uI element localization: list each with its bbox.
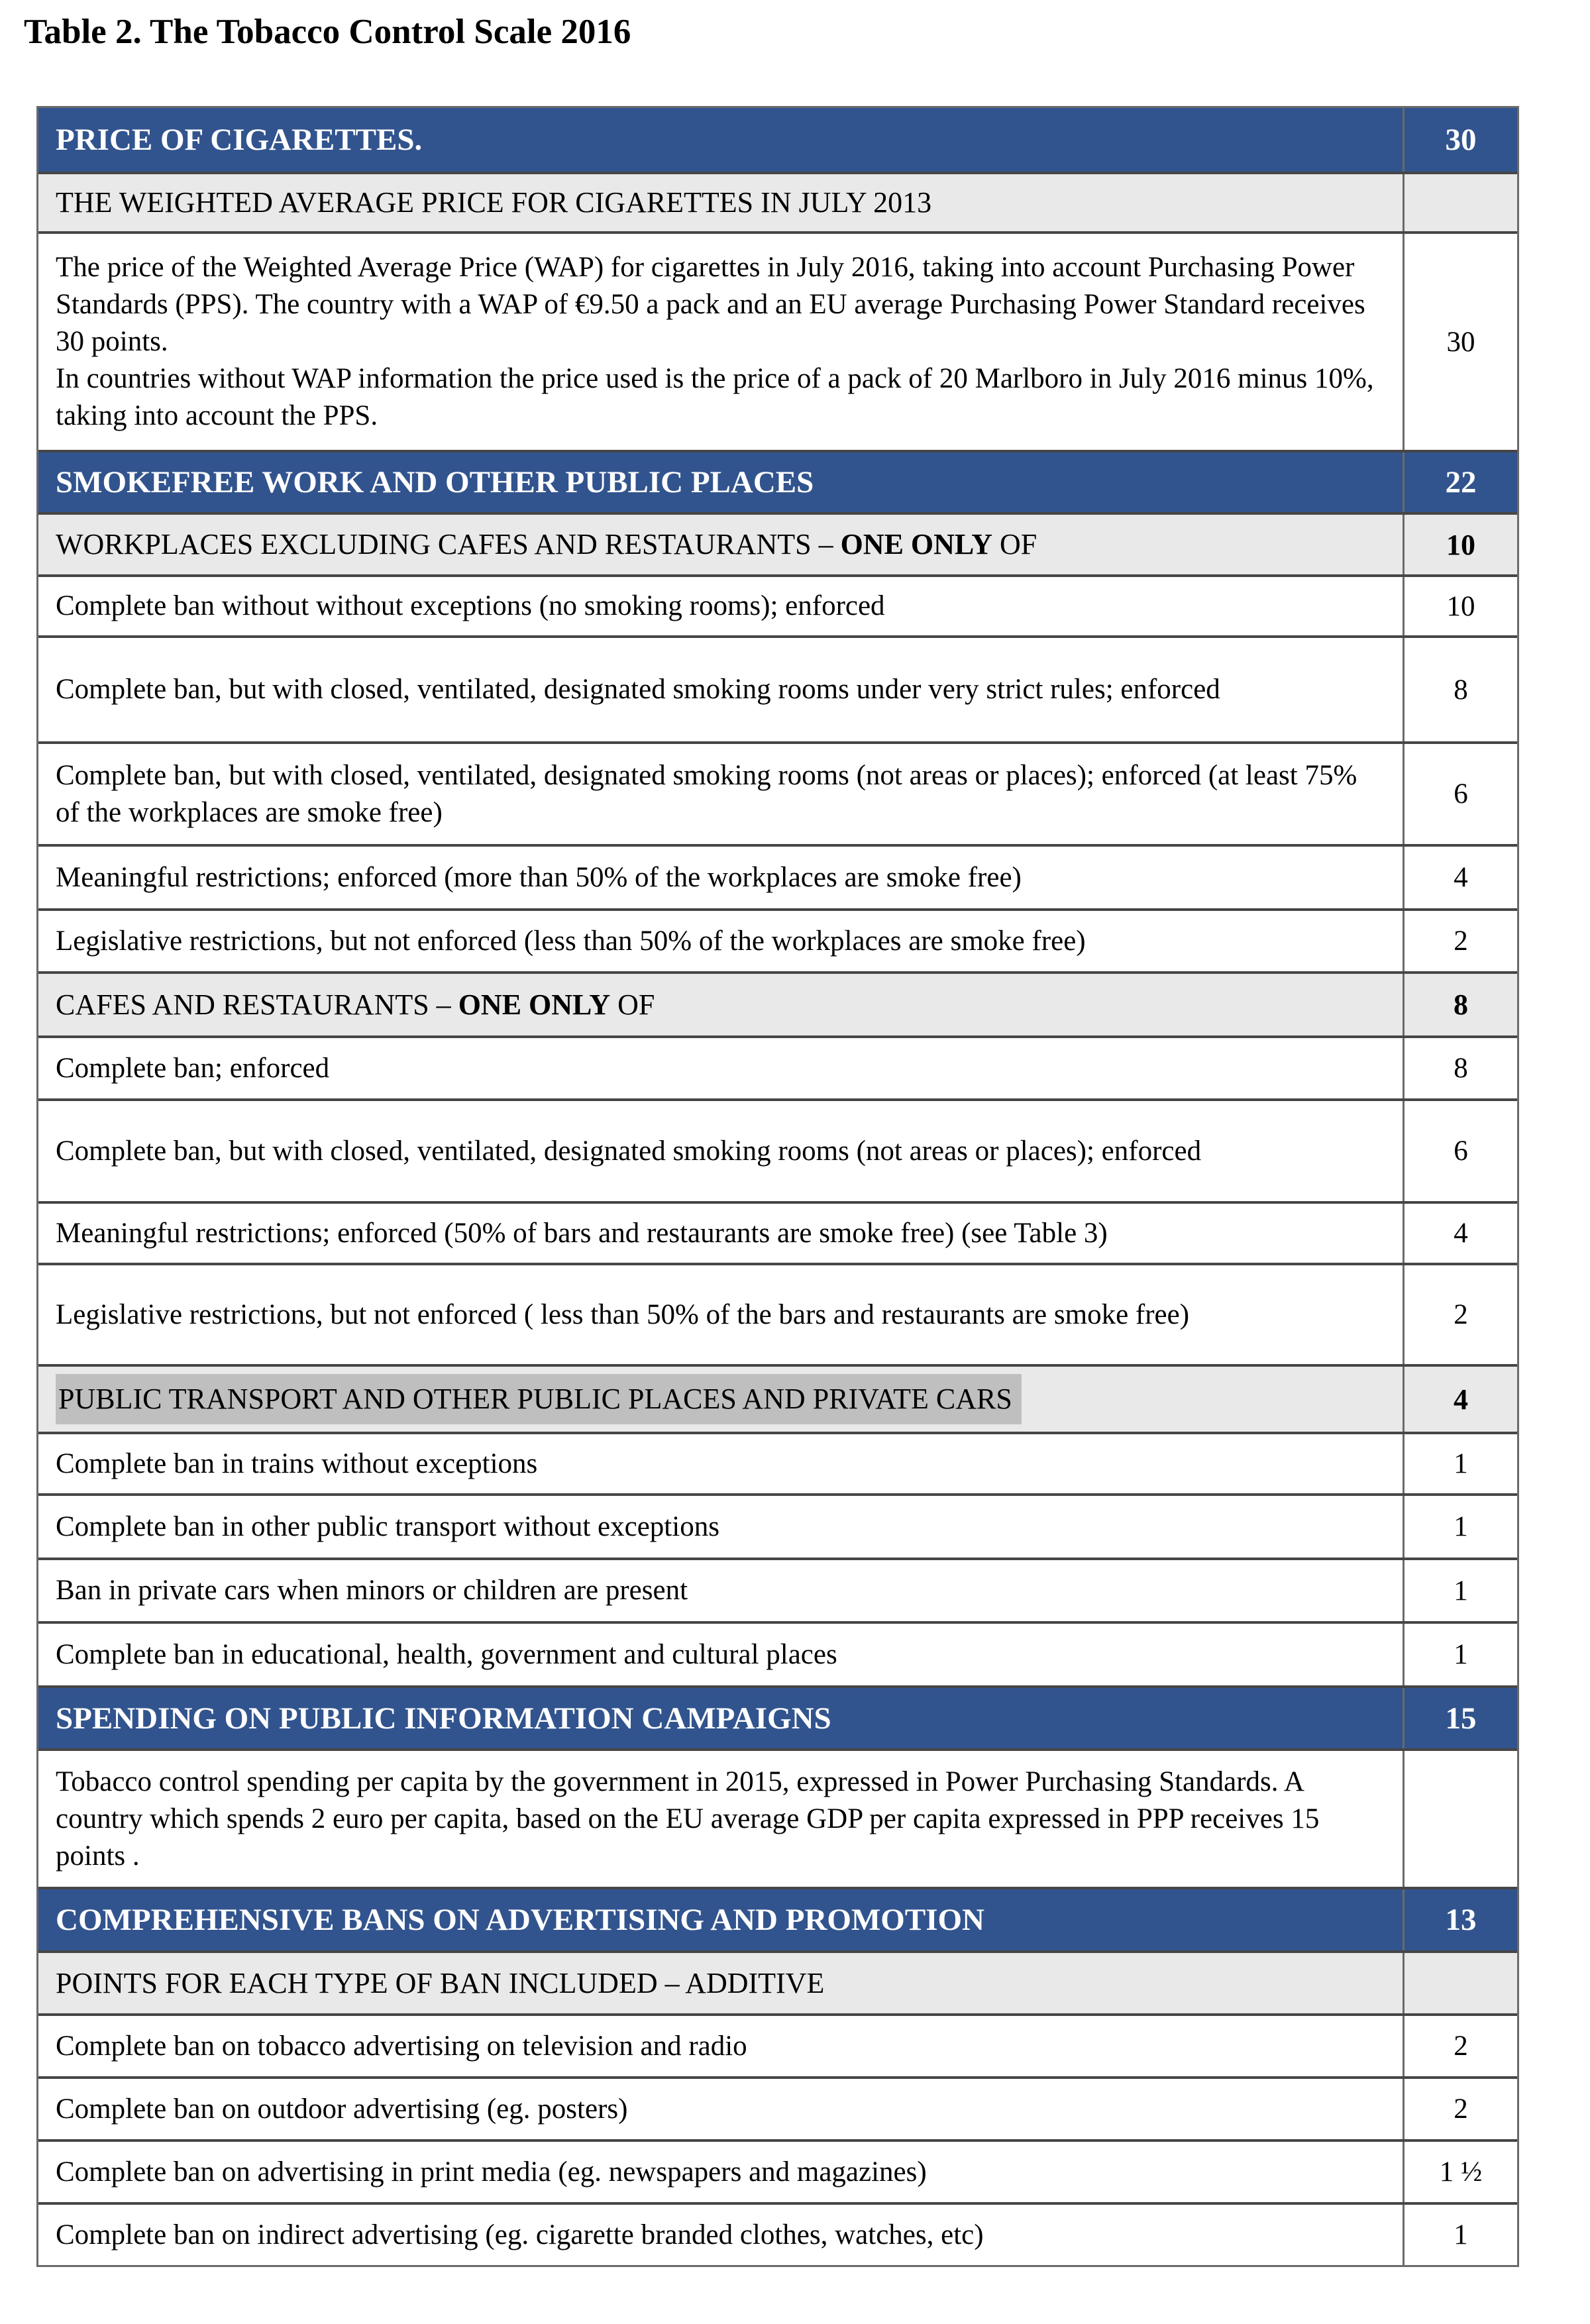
- item-row: [38, 1263, 1517, 1364]
- row-text-bold-segment: ONE ONLY: [458, 988, 611, 1021]
- row-text-cell: [38, 234, 1403, 450]
- row-text-cell: [38, 2205, 1403, 2265]
- section-row-price: [38, 108, 1517, 172]
- row-points-cell: 4: [1403, 1367, 1517, 1432]
- row-points-cell: 10: [1403, 577, 1517, 635]
- item-text: Ban in private cars when minors or children are present: [56, 1575, 688, 1606]
- item-text: Complete ban on outdoor advertising (eg. posters): [56, 2093, 628, 2125]
- row-text-cell: [38, 2079, 1403, 2139]
- row-points-cell: 1: [1403, 1624, 1517, 1685]
- row-text-cell: [38, 1434, 1403, 1493]
- row-text-cell: [38, 1953, 1403, 2013]
- row-points-cell: 8: [1403, 638, 1517, 741]
- highlighted-subsection-title: PUBLIC TRANSPORT AND OTHER PUBLIC PLACES AND PRIVATE CARS: [56, 1374, 1022, 1424]
- row-text-cell: [38, 1496, 1403, 1558]
- item-row: [38, 2076, 1517, 2139]
- description-paragraph: Tobacco control spending per capita by the government in 2015, expressed in Power Purchasing Standards. A country which spends 2 euro per capita, based on the EU average GDP per capita expressed in PPP receives 15 points .: [56, 1766, 1320, 1872]
- row-points-cell: 1 ½: [1403, 2142, 1517, 2202]
- row-points-cell: 13: [1403, 1889, 1517, 1950]
- item-row: [38, 1493, 1517, 1558]
- row-points-cell: 2: [1403, 911, 1517, 971]
- row-text-cell: [38, 974, 1403, 1035]
- row-points-cell: [1403, 1953, 1517, 2013]
- description-row-wap: [38, 231, 1517, 450]
- row-points-cell: 4: [1403, 847, 1517, 908]
- item-row: [38, 574, 1517, 635]
- item-text: Complete ban, but with closed, ventilated, designated smoking rooms (not areas or places); enforced (at least 75% of the workplaces are smoke free): [56, 759, 1357, 828]
- row-points-cell: 6: [1403, 744, 1517, 844]
- row-points-cell: 2: [1403, 2079, 1517, 2139]
- row-points-cell: 22: [1403, 452, 1517, 512]
- row-points-cell: 30: [1403, 234, 1517, 450]
- row-points-cell: [1403, 1751, 1517, 1887]
- row-text-cell: [38, 452, 1403, 512]
- tobacco-control-scale-table: [36, 106, 1519, 2267]
- section-row-spending: [38, 1685, 1517, 1748]
- row-points-cell: 30: [1403, 108, 1517, 172]
- section-title: PRICE OF CIGARETTES.: [56, 123, 423, 157]
- row-text-cell: [38, 1367, 1403, 1432]
- row-text-segment: CAFES AND RESTAURANTS –: [56, 988, 458, 1021]
- row-text-cell: [38, 108, 1403, 172]
- row-text-cell: [38, 1038, 1403, 1098]
- row-text-segment: OF: [992, 528, 1037, 560]
- item-row: [38, 2202, 1517, 2265]
- row-text-cell: [38, 2142, 1403, 2202]
- subsection-title: THE WEIGHTED AVERAGE PRICE FOR CIGARETTES IN JULY 2013: [56, 186, 932, 219]
- row-text-segment: WORKPLACES EXCLUDING CAFES AND RESTAURANTS –: [56, 528, 841, 560]
- item-text: Meaningful restrictions; enforced (more than 50% of the workplaces are smoke free): [56, 861, 1022, 893]
- row-points-cell: 1: [1403, 1560, 1517, 1621]
- item-row: [38, 908, 1517, 971]
- subsection-title: [56, 986, 655, 1024]
- item-row: [38, 1558, 1517, 1621]
- row-text-cell: [38, 1560, 1403, 1621]
- section-title: SMOKEFREE WORK AND OTHER PUBLIC PLACES: [56, 465, 814, 500]
- item-row: [38, 1098, 1517, 1201]
- item-row: [38, 1201, 1517, 1263]
- item-row: [38, 1432, 1517, 1493]
- item-text: Complete ban on advertising in print media (eg. newspapers and magazines): [56, 2156, 927, 2188]
- item-row: [38, 1621, 1517, 1685]
- row-points-cell: [1403, 174, 1517, 231]
- subsection-title: POINTS FOR EACH TYPE OF BAN INCLUDED – ADDITIVE: [56, 1966, 825, 1999]
- table-title: Table 2. The Tobacco Control Scale 2016: [24, 13, 631, 51]
- item-text: Legislative restrictions, but not enforced (less than 50% of the workplaces are smoke free): [56, 925, 1086, 957]
- row-points-cell: 2: [1403, 2016, 1517, 2076]
- subsection-row-cafes: [38, 971, 1517, 1035]
- item-text: Legislative restrictions, but not enforced ( less than 50% of the bars and restaurants are smoke free): [56, 1298, 1190, 1330]
- row-text-cell: [38, 1624, 1403, 1685]
- row-points-cell: 8: [1403, 974, 1517, 1035]
- row-text-cell: [38, 1751, 1403, 1887]
- row-text-cell: [38, 911, 1403, 971]
- item-row: [38, 741, 1517, 844]
- row-text-cell: [38, 1688, 1403, 1748]
- row-text-bold-segment: ONE ONLY: [840, 528, 992, 560]
- item-text: Complete ban, but with closed, ventilated, designated smoking rooms (not areas or places); enforced: [56, 1135, 1202, 1167]
- row-text-cell: [38, 2016, 1403, 2076]
- row-points-cell: 4: [1403, 1204, 1517, 1263]
- item-row: [38, 844, 1517, 908]
- row-text-cell: [38, 515, 1403, 574]
- section-row-advertising: [38, 1887, 1517, 1950]
- item-text: Complete ban in educational, health, government and cultural places: [56, 1638, 837, 1670]
- item-text: Complete ban in trains without exceptions: [56, 1448, 538, 1479]
- row-text-segment: OF: [610, 988, 655, 1021]
- row-text-cell: [38, 174, 1403, 231]
- subsection-row-wap: [38, 172, 1517, 231]
- row-points-cell: 8: [1403, 1038, 1517, 1098]
- row-text-cell: [38, 1265, 1403, 1364]
- description-paragraph: In countries without WAP information the price used is the price of a pack of 20 Marlboro in July 2016 minus 10%, taking into account the PPS.: [56, 363, 1374, 431]
- section-title: SPENDING ON PUBLIC INFORMATION CAMPAIGNS: [56, 1701, 831, 1736]
- item-text: Complete ban; enforced: [56, 1052, 330, 1084]
- item-text: Complete ban, but with closed, ventilated, designated smoking rooms under very strict rules; enforced: [56, 674, 1220, 705]
- subsection-row-ban-points: [38, 1950, 1517, 2013]
- subsection-title: [56, 526, 1037, 563]
- row-points-cell: 10: [1403, 515, 1517, 574]
- row-points-cell: 1: [1403, 1434, 1517, 1493]
- row-points-cell: 15: [1403, 1688, 1517, 1748]
- item-text: Complete ban on indirect advertising (eg. cigarette branded clothes, watches, etc): [56, 2219, 984, 2250]
- row-text-cell: [38, 577, 1403, 635]
- row-points-cell: 6: [1403, 1101, 1517, 1201]
- item-row: [38, 1035, 1517, 1098]
- row-text-cell: [38, 1889, 1403, 1950]
- row-points-cell: 1: [1403, 2205, 1517, 2265]
- item-text: Meaningful restrictions; enforced (50% of bars and restaurants are smoke free) (see Table 3): [56, 1217, 1108, 1249]
- item-text: Complete ban without without exceptions (no smoking rooms); enforced: [56, 590, 885, 621]
- row-text-cell: [38, 638, 1403, 741]
- row-text-cell: [38, 744, 1403, 844]
- item-row: [38, 2013, 1517, 2076]
- row-points-cell: 2: [1403, 1265, 1517, 1364]
- subsection-row-workplaces: [38, 512, 1517, 574]
- item-text: Complete ban in other public transport without exceptions: [56, 1510, 719, 1542]
- item-row: [38, 635, 1517, 741]
- section-title: COMPREHENSIVE BANS ON ADVERTISING AND PROMOTION: [56, 1903, 984, 1937]
- section-row-smokefree: [38, 450, 1517, 512]
- row-text-cell: [38, 847, 1403, 908]
- description-paragraph: The price of the Weighted Average Price (WAP) for cigarettes in July 2016, taking into account Purchasing Power Standards (PPS). The country with a WAP of €9.50 a pack and an EU average Purchasing Power Standard receives 30 points.: [56, 252, 1365, 357]
- description-row-spending: [38, 1748, 1517, 1887]
- row-points-cell: 1: [1403, 1496, 1517, 1558]
- item-text: Complete ban on tobacco advertising on television and radio: [56, 2030, 747, 2062]
- row-text-cell: [38, 1204, 1403, 1263]
- row-text-cell: [38, 1101, 1403, 1201]
- item-row: [38, 2139, 1517, 2202]
- subsection-row-transport: [38, 1364, 1517, 1432]
